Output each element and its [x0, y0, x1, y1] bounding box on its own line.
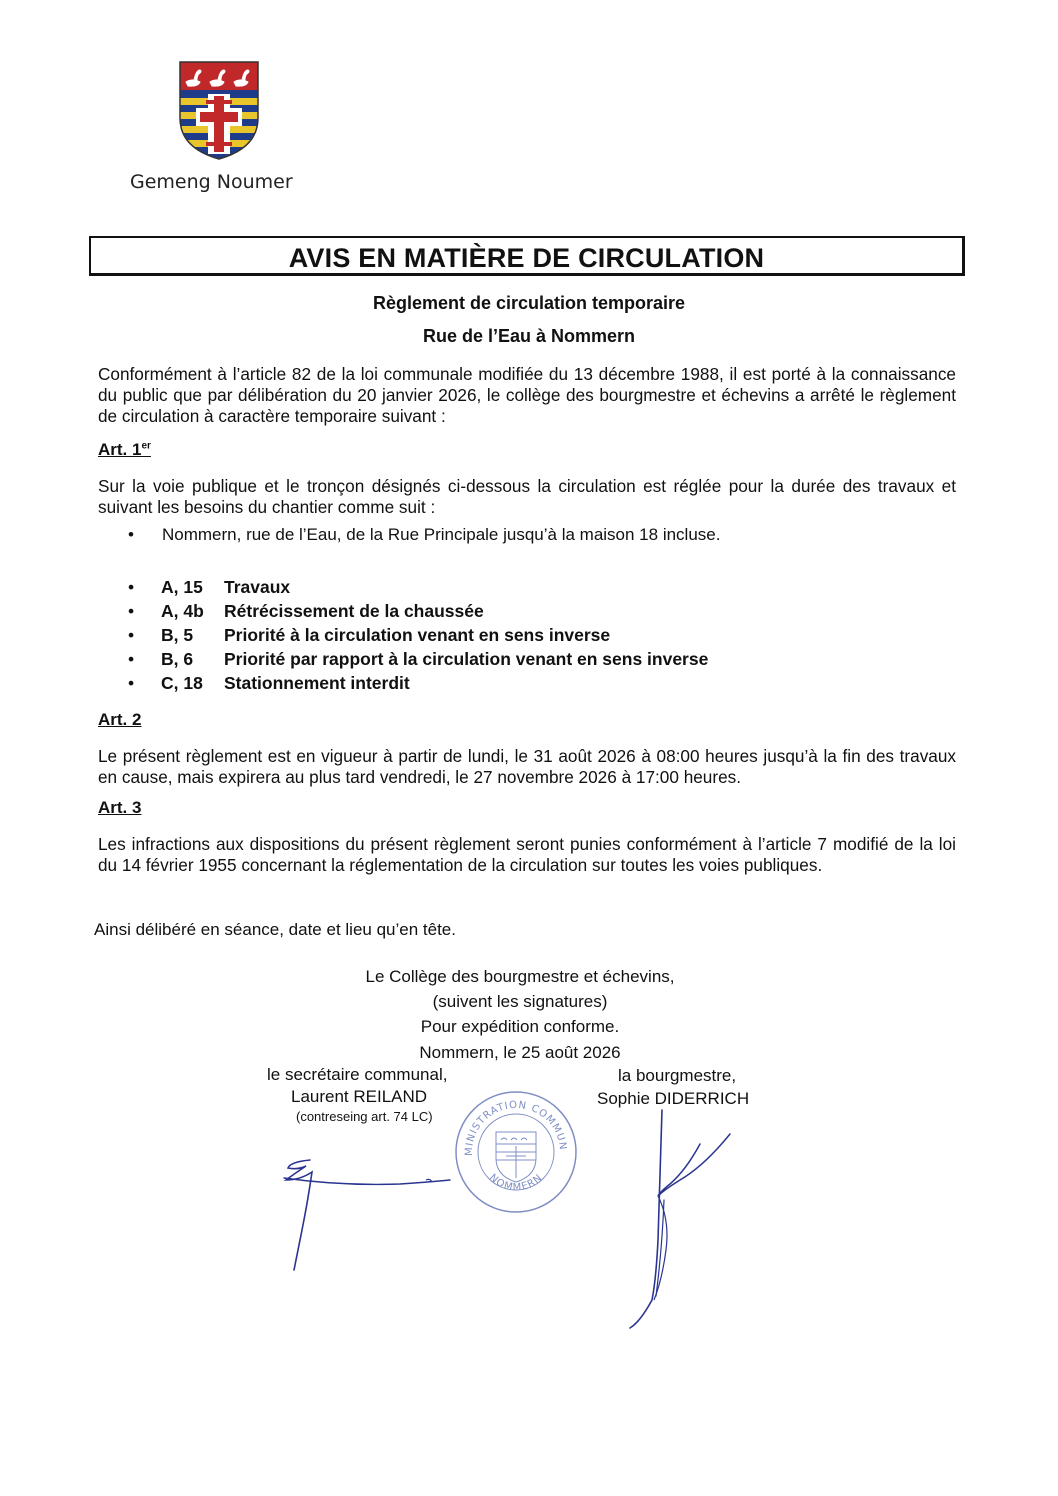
- list-item: [128, 673, 828, 697]
- mayor-title: la bourgmestre,: [618, 1066, 737, 1085]
- certified-line: Pour expédition conforme.: [420, 1017, 620, 1036]
- closing-statement: Ainsi délibéré en séance, date et lieu qu’en tête.: [94, 920, 456, 939]
- signatures-note: (suivent les signatures): [432, 992, 608, 1011]
- article-1-heading: [98, 440, 151, 460]
- article-2-text: Le présent règlement est en vigueur à partir de lundi, le 31 août 2026 à 08:00 heures jusqu’à la fin des travaux en cause, mais expirera au plus tard vendredi, le 27 novembre 2026 à 17:00 heures.: [98, 746, 956, 787]
- stamp-text-bottom: NOMMERN: [486, 1172, 546, 1194]
- college-line: Le Collège des bourgmestre et échevins,: [365, 967, 675, 986]
- article-1-text: Sur la voie publique et le tronçon désignés ci-dessous la circulation est réglée pour la durée des travaux et suivant les besoins du chantier comme suit :: [98, 476, 956, 517]
- bullet-dot: •: [128, 525, 134, 544]
- secretary-signature: [280, 1140, 460, 1280]
- notice-location: Rue de l’Eau à Nommern: [422, 326, 636, 346]
- notice-title: AVIS EN MATIÈRE DE CIRCULATION: [288, 243, 765, 273]
- sign-code: B, 5: [161, 625, 194, 645]
- notice-subtitle: Règlement de circulation temporaire: [372, 293, 686, 313]
- list-item: [128, 625, 828, 649]
- bullet-dot: •: [128, 625, 135, 645]
- sign-label: Stationnement interdit: [224, 673, 410, 693]
- sign-code: B, 6: [161, 649, 194, 669]
- sign-code: A, 15: [161, 577, 203, 597]
- list-item: [128, 601, 828, 625]
- commune-name: Gemeng Noumer: [130, 171, 293, 193]
- secretary-note: (contreseing art. 74 LC): [296, 1109, 433, 1124]
- article-3-heading: Art. 3: [98, 798, 142, 817]
- street-text: Nommern, rue de l’Eau, de la Rue Principale jusqu’à la maison 18 incluse.: [162, 525, 721, 544]
- list-item: [128, 577, 828, 601]
- traffic-signs-list: [128, 577, 828, 697]
- sign-code: A, 4b: [161, 601, 204, 621]
- secretary-title: le secrétaire communal,: [267, 1065, 448, 1084]
- mayor-signature: [600, 1100, 750, 1330]
- stamp-text-top: ADMINISTRATION COMMUNALE: [447, 1080, 569, 1157]
- sign-label: Rétrécissement de la chaussée: [224, 601, 484, 621]
- article-3-text: Les infractions aux dispositions du présent règlement seront punies conformément à l’article 7 modifié de la loi du 14 février 1955 concernant la réglementation de la circulation sur toutes les voies publiques.: [98, 834, 956, 875]
- intro-paragraph: Conformément à l’article 82 de la loi communale modifiée du 13 décembre 1988, il est porté à la connaissance du public que par délibération du 20 janvier 2026, le collège des bourgmestre et échevins a arrêté le règlement de circulation à caractère temporaire suivant :: [98, 364, 956, 426]
- place-date: Nommern, le 25 août 2026: [419, 1043, 621, 1062]
- article-1-heading-text: Art. 1: [98, 440, 142, 459]
- official-stamp: [447, 1080, 580, 1216]
- notice-title-box: [89, 236, 965, 276]
- sign-label: Priorité à la circulation venant en sens inverse: [224, 625, 611, 645]
- list-item: [128, 649, 828, 673]
- bullet-dot: •: [128, 673, 135, 693]
- mayor-name: Sophie DIDERRICH: [597, 1089, 750, 1108]
- bullet-dot: •: [128, 649, 135, 669]
- bullet-dot: •: [128, 601, 135, 621]
- bullet-dot: •: [128, 577, 135, 597]
- sign-code: C, 18: [161, 673, 203, 693]
- coat-of-arms-logo: [178, 60, 260, 160]
- sign-label: Travaux: [224, 577, 291, 597]
- article-1-heading-sup: er: [141, 440, 151, 452]
- secretary-name: Laurent REILAND: [291, 1087, 428, 1106]
- sign-label: Priorité par rapport à la circulation venant en sens inverse: [224, 649, 709, 669]
- article-2-heading: Art. 2: [98, 710, 142, 729]
